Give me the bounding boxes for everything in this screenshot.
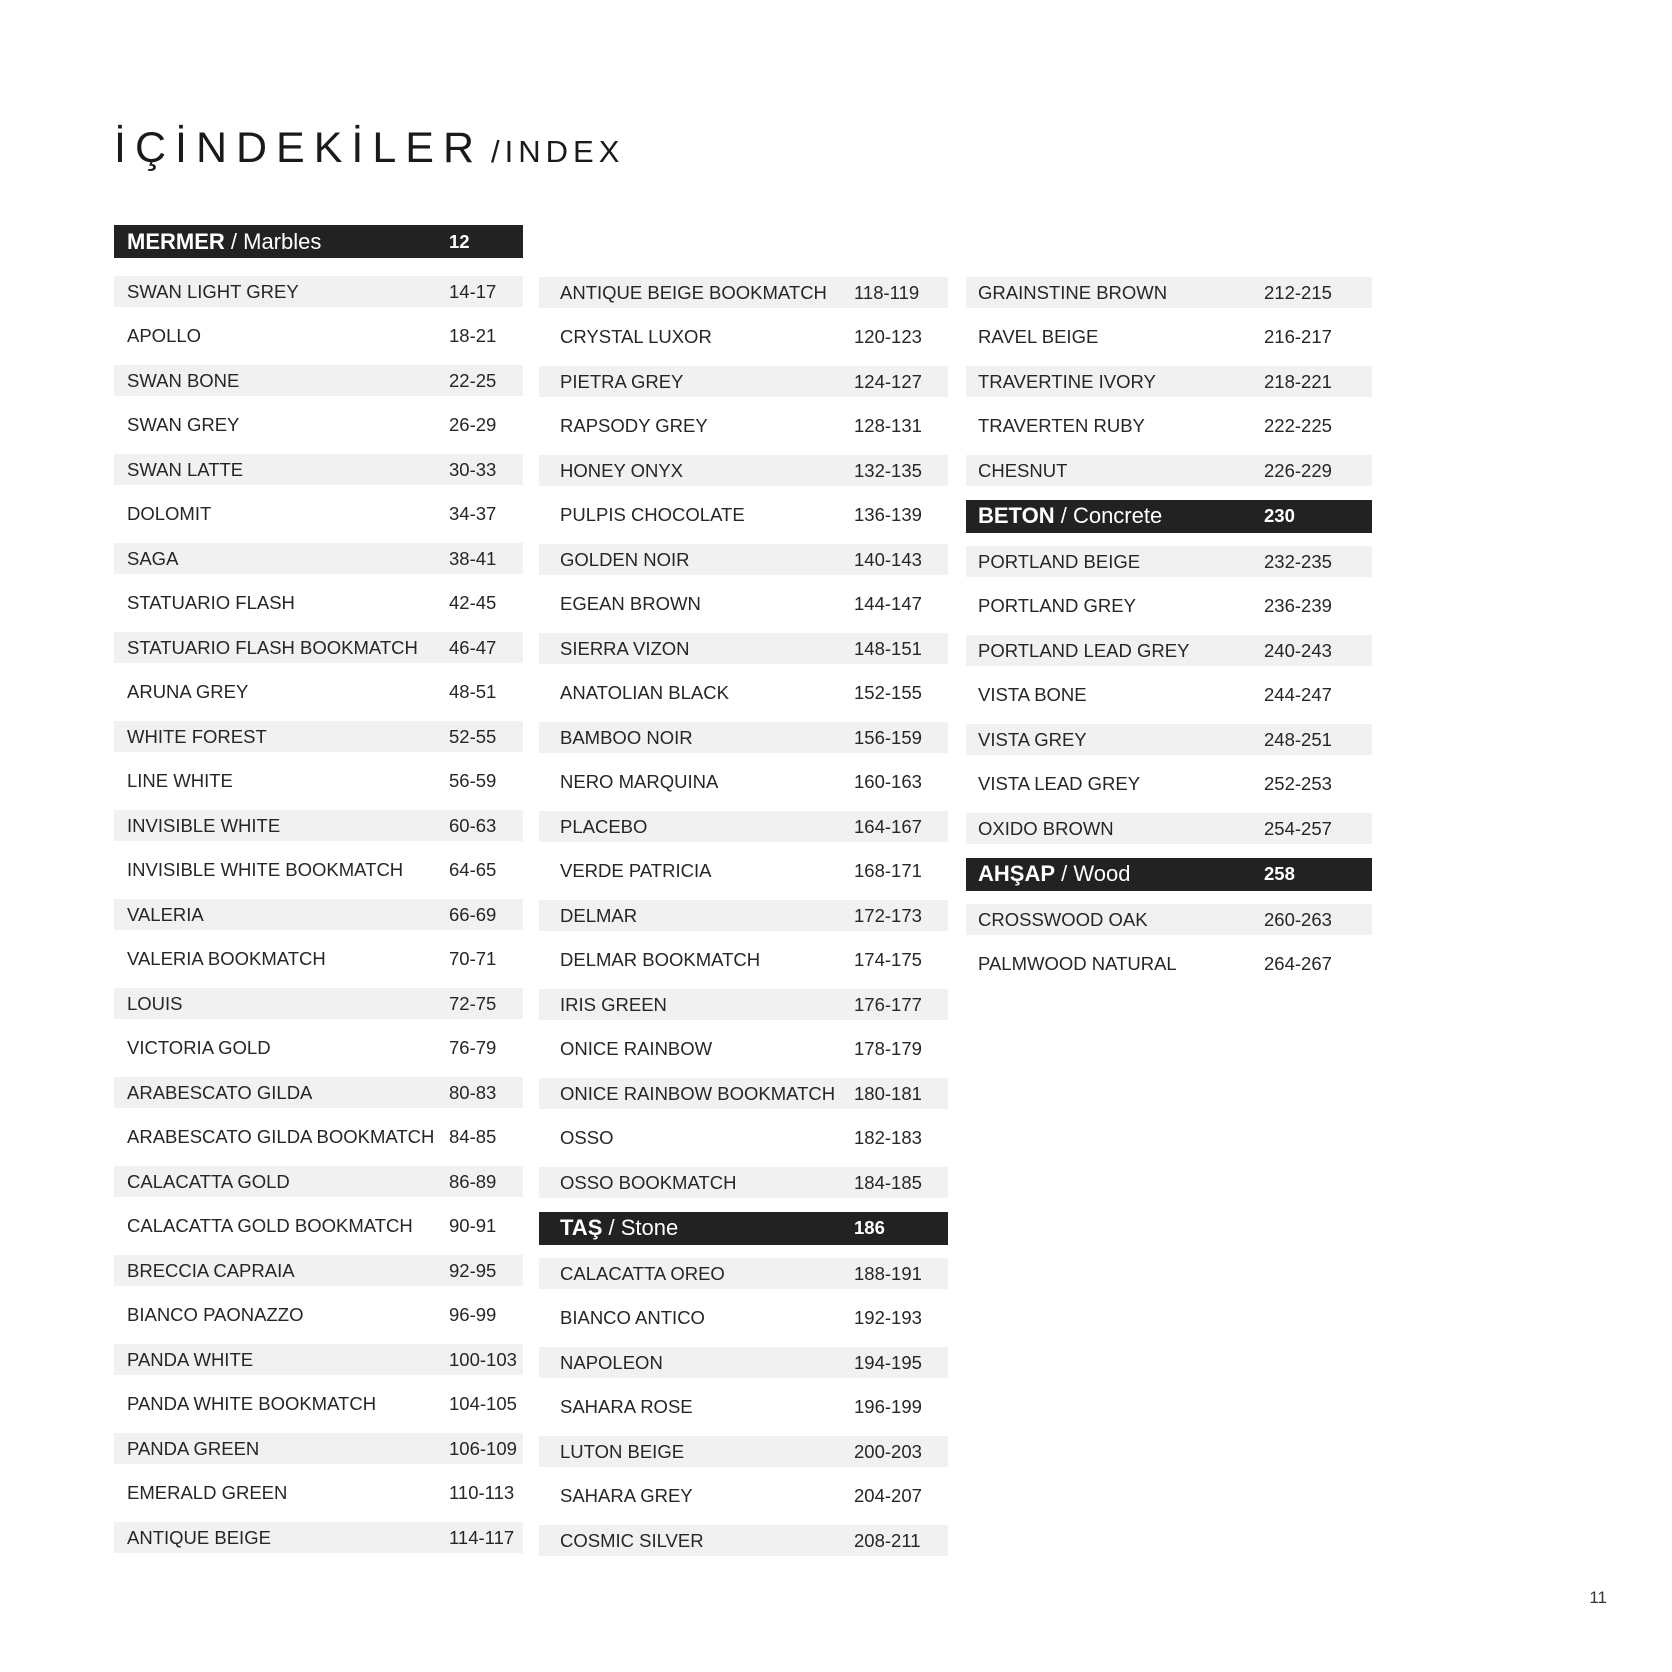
page-range: 18-21 <box>449 325 497 346</box>
item-name: DOLOMIT <box>127 503 212 524</box>
index-row <box>966 322 1372 353</box>
item-name: ARABESCATO GILDA BOOKMATCH <box>127 1126 435 1147</box>
section-header <box>966 858 1372 891</box>
page-range: 230 <box>1264 505 1295 526</box>
item-name: VALERIA <box>127 903 204 925</box>
section-title <box>127 229 321 255</box>
index-row <box>966 724 1372 755</box>
item-name: ARUNA GREY <box>127 681 249 702</box>
index-row <box>114 1122 523 1153</box>
index-row <box>966 680 1372 711</box>
page-range: 60-63 <box>449 814 497 836</box>
page-range: 222-225 <box>1264 415 1332 436</box>
page-range: 26-29 <box>449 414 497 435</box>
item-name: ANTIQUE BEIGE <box>127 1526 271 1548</box>
page-range: 152-155 <box>854 682 922 703</box>
index-row <box>539 411 948 442</box>
page-range: 218-221 <box>1264 370 1332 392</box>
page-range: 42-45 <box>449 592 497 613</box>
page-range: 216-217 <box>1264 326 1332 347</box>
item-name: PORTLAND LEAD GREY <box>978 639 1190 661</box>
page-range: 248-251 <box>1264 728 1332 750</box>
index-row <box>114 499 523 530</box>
item-name: BAMBOO NOIR <box>560 726 693 748</box>
item-name: PIETRA GREY <box>560 370 684 392</box>
item-name: IRIS GREEN <box>560 993 667 1015</box>
item-name: BRECCIA CAPRAIA <box>127 1259 295 1281</box>
page-range: 70-71 <box>449 948 497 969</box>
item-name: CRYSTAL LUXOR <box>560 326 712 347</box>
page-range: 38-41 <box>449 547 497 569</box>
page-range: 52-55 <box>449 725 497 747</box>
index-row <box>539 989 948 1020</box>
index-row <box>114 1211 523 1242</box>
index-row <box>539 1258 948 1289</box>
index-row <box>966 769 1372 800</box>
page-range: 184-185 <box>854 1171 922 1193</box>
index-row <box>539 277 948 308</box>
page-range: 164-167 <box>854 815 922 837</box>
section-title-tr: AHŞAP <box>978 861 1056 886</box>
item-name: SWAN LIGHT GREY <box>127 280 299 302</box>
page-range: 260-263 <box>1264 908 1332 930</box>
item-name: ONICE RAINBOW BOOKMATCH <box>560 1082 836 1104</box>
item-name: VISTA BONE <box>978 684 1087 705</box>
index-row <box>114 766 523 797</box>
index-row <box>966 546 1372 577</box>
item-name: VISTA LEAD GREY <box>978 773 1141 794</box>
index-row <box>539 1167 948 1198</box>
index-row <box>539 722 948 753</box>
item-name: ONICE RAINBOW <box>560 1038 713 1059</box>
page-range: 264-267 <box>1264 953 1332 974</box>
item-name: VALERIA BOOKMATCH <box>127 948 326 969</box>
index-row <box>114 1389 523 1420</box>
page-range: 192-193 <box>854 1307 922 1328</box>
item-name: OXIDO BROWN <box>978 817 1114 839</box>
index-row <box>966 813 1372 844</box>
item-name: OSSO <box>560 1127 614 1148</box>
index-row <box>966 366 1372 397</box>
section-title <box>978 503 1162 529</box>
item-name: WHITE FOREST <box>127 725 267 747</box>
item-name: RAPSODY GREY <box>560 415 708 436</box>
page-range: 114-117 <box>449 1526 515 1548</box>
title-sub: /INDEX <box>491 134 625 169</box>
section-title-tr: MERMER <box>127 228 225 254</box>
page-range: 144-147 <box>854 593 922 614</box>
item-name: STATUARIO FLASH <box>127 592 295 613</box>
section-title-en: / Concrete <box>1054 503 1163 528</box>
page-range: 124-127 <box>854 370 922 392</box>
page-range: 12 <box>449 230 470 252</box>
page-range: 258 <box>1264 863 1295 884</box>
page-range: 208-211 <box>854 1529 921 1551</box>
item-name: GOLDEN NOIR <box>560 548 690 570</box>
page-range: 232-235 <box>1264 550 1332 572</box>
section-title-en: / Marbles <box>224 228 322 254</box>
index-row <box>539 589 948 620</box>
index-column-3 <box>966 277 1372 993</box>
item-name: SWAN GREY <box>127 414 240 435</box>
section-title-en: / Wood <box>1055 861 1131 886</box>
item-name: APOLLO <box>127 325 202 346</box>
index-row <box>114 1478 523 1509</box>
page-range: 92-95 <box>449 1259 497 1281</box>
section-header <box>114 225 523 258</box>
index-row <box>539 678 948 709</box>
item-name: OSSO BOOKMATCH <box>560 1171 737 1193</box>
item-name: SIERRA VIZON <box>560 637 690 659</box>
page-range: 64-65 <box>449 859 497 880</box>
item-name: ANATOLIAN BLACK <box>560 682 729 703</box>
item-name: VERDE PATRICIA <box>560 860 712 881</box>
title-main: İÇİNDEKİLER <box>114 124 484 172</box>
item-name: GRAINSTINE BROWN <box>978 281 1168 303</box>
index-row <box>966 411 1372 442</box>
page-range: 156-159 <box>854 726 922 748</box>
item-name: DELMAR BOOKMATCH <box>560 949 761 970</box>
item-name: DELMAR <box>560 904 638 926</box>
index-row <box>966 455 1372 486</box>
page-range: 34-37 <box>449 503 497 524</box>
item-name: COSMIC SILVER <box>560 1529 704 1551</box>
page-range: 226-229 <box>1264 459 1332 481</box>
page-title <box>114 124 624 173</box>
page-range: 140-143 <box>854 548 922 570</box>
page-range: 56-59 <box>449 770 497 791</box>
page-range: 84-85 <box>449 1126 497 1147</box>
index-row <box>539 900 948 931</box>
index-row <box>539 1303 948 1334</box>
page-range: 66-69 <box>449 903 497 925</box>
section-title-tr: BETON <box>978 503 1055 528</box>
page-range: 22-25 <box>449 369 497 391</box>
index-row <box>539 366 948 397</box>
item-name: INVISIBLE WHITE <box>127 814 281 836</box>
item-name: LINE WHITE <box>127 770 233 791</box>
index-row <box>114 365 523 396</box>
page-range: 136-139 <box>854 504 922 525</box>
index-row <box>114 1166 523 1197</box>
item-name: CALACATTA GOLD <box>127 1170 290 1192</box>
page-number: 11 <box>1589 1588 1607 1607</box>
page-range: 86-89 <box>449 1170 497 1192</box>
index-row <box>539 1436 948 1467</box>
page-range: 76-79 <box>449 1037 497 1058</box>
item-name: TRAVERTINE IVORY <box>978 370 1156 392</box>
item-name: EMERALD GREEN <box>127 1482 288 1503</box>
page-range: 172-173 <box>854 904 922 926</box>
page-range: 100-103 <box>449 1348 517 1370</box>
item-name: NERO MARQUINA <box>560 771 719 792</box>
item-name: SWAN LATTE <box>127 458 244 480</box>
item-name: HONEY ONYX <box>560 459 684 481</box>
item-name: RAVEL BEIGE <box>978 326 1099 347</box>
item-name: VICTORIA GOLD <box>127 1037 271 1058</box>
index-row <box>539 544 948 575</box>
item-name: PALMWOOD NATURAL <box>978 953 1177 974</box>
page-range: 106-109 <box>449 1437 517 1459</box>
page-range: 104-105 <box>449 1393 517 1414</box>
index-row <box>966 635 1372 666</box>
item-name: NAPOLEON <box>560 1351 663 1373</box>
item-name: LOUIS <box>127 992 183 1014</box>
item-name: PANDA WHITE BOOKMATCH <box>127 1393 377 1414</box>
index-row <box>539 1123 948 1154</box>
index-row <box>539 1481 948 1512</box>
item-name: CALACATTA OREO <box>560 1262 725 1284</box>
item-name: BIANCO ANTICO <box>560 1307 705 1328</box>
index-row <box>966 591 1372 622</box>
page-range: 244-247 <box>1264 684 1332 705</box>
page-range: 204-207 <box>854 1485 922 1506</box>
index-row <box>114 944 523 975</box>
page-range: 196-199 <box>854 1396 922 1417</box>
index-row <box>966 277 1372 308</box>
item-name: PORTLAND GREY <box>978 595 1136 616</box>
page-range: 80-83 <box>449 1081 497 1103</box>
page-range: 14-17 <box>449 280 497 302</box>
index-row <box>539 633 948 664</box>
item-name: SAHARA GREY <box>560 1485 693 1506</box>
page-range: 90-91 <box>449 1215 497 1236</box>
index-row <box>114 899 523 930</box>
page-range: 148-151 <box>854 637 922 659</box>
page-range: 168-171 <box>854 860 922 881</box>
index-row <box>114 1077 523 1108</box>
section-title-tr: TAŞ <box>560 1215 603 1240</box>
index-row <box>539 1034 948 1065</box>
index-row <box>114 721 523 752</box>
item-name: CROSSWOOD OAK <box>978 908 1148 930</box>
index-row <box>114 588 523 619</box>
item-name: SAHARA ROSE <box>560 1396 693 1417</box>
page-range: 254-257 <box>1264 817 1332 839</box>
page-range: 252-253 <box>1264 773 1332 794</box>
section-header <box>539 1212 948 1245</box>
index-row <box>114 632 523 663</box>
section-header <box>966 500 1372 533</box>
item-name: SAGA <box>127 547 179 569</box>
item-name: SWAN BONE <box>127 369 240 391</box>
index-row <box>539 1392 948 1423</box>
item-name: PORTLAND BEIGE <box>978 550 1141 572</box>
item-name: INVISIBLE WHITE BOOKMATCH <box>127 859 404 880</box>
item-name: VISTA GREY <box>978 728 1087 750</box>
page-range: 174-175 <box>854 949 922 970</box>
index-column-2 <box>539 277 948 1570</box>
page-range: 118-119 <box>854 281 920 303</box>
index-row <box>539 1525 948 1556</box>
section-title <box>978 861 1130 887</box>
index-row <box>114 410 523 441</box>
page-range: 182-183 <box>854 1127 922 1148</box>
index-row <box>114 1344 523 1375</box>
index-row <box>114 988 523 1019</box>
section-title-en: / Stone <box>602 1215 679 1240</box>
page-range: 194-195 <box>854 1351 922 1373</box>
index-row <box>114 321 523 352</box>
page-range: 236-239 <box>1264 595 1332 616</box>
item-name: ANTIQUE BEIGE BOOKMATCH <box>560 281 827 303</box>
index-row <box>966 949 1372 980</box>
item-name: BIANCO PAONAZZO <box>127 1304 304 1325</box>
item-name: ARABESCATO GILDA <box>127 1081 313 1103</box>
index-row <box>114 1433 523 1464</box>
index-row <box>539 811 948 842</box>
page-range: 72-75 <box>449 992 497 1014</box>
page-range: 176-177 <box>854 993 922 1015</box>
item-name: CHESNUT <box>978 459 1068 481</box>
index-row <box>114 677 523 708</box>
item-name: PANDA GREEN <box>127 1437 260 1459</box>
item-name: PULPIS CHOCOLATE <box>560 504 745 525</box>
index-row <box>114 1033 523 1064</box>
page-range: 128-131 <box>854 415 922 436</box>
index-row <box>114 855 523 886</box>
page-range: 178-179 <box>854 1038 922 1059</box>
item-name: CALACATTA GOLD BOOKMATCH <box>127 1215 413 1236</box>
page-range: 186 <box>854 1217 885 1238</box>
page-range: 48-51 <box>449 681 497 702</box>
page-range: 240-243 <box>1264 639 1332 661</box>
page-range: 96-99 <box>449 1304 497 1325</box>
item-name: PANDA WHITE <box>127 1348 254 1370</box>
index-row <box>114 276 523 307</box>
index-row <box>539 1078 948 1109</box>
page-range: 180-181 <box>854 1082 922 1104</box>
index-row <box>539 856 948 887</box>
index-column-1 <box>114 225 523 1567</box>
section-title <box>560 1215 678 1241</box>
index-row <box>539 455 948 486</box>
item-name: STATUARIO FLASH BOOKMATCH <box>127 636 418 658</box>
page-range: 110-113 <box>449 1482 515 1503</box>
page-range: 212-215 <box>1264 281 1332 303</box>
index-row <box>539 1347 948 1378</box>
page-range: 120-123 <box>854 326 922 347</box>
index-row <box>539 500 948 531</box>
page-range: 46-47 <box>449 636 497 658</box>
item-name: LUTON BEIGE <box>560 1440 685 1462</box>
index-row <box>966 904 1372 935</box>
page-range: 200-203 <box>854 1440 922 1462</box>
index-row <box>539 945 948 976</box>
page-range: 188-191 <box>854 1262 922 1284</box>
item-name: PLACEBO <box>560 815 648 837</box>
page-range: 132-135 <box>854 459 922 481</box>
index-row <box>114 1255 523 1286</box>
index-row <box>114 1522 523 1553</box>
index-row <box>114 543 523 574</box>
index-row <box>114 454 523 485</box>
page-range: 160-163 <box>854 771 922 792</box>
item-name: EGEAN BROWN <box>560 593 701 614</box>
index-row <box>539 322 948 353</box>
index-row <box>114 1300 523 1331</box>
index-row <box>539 767 948 798</box>
index-row <box>114 810 523 841</box>
item-name: TRAVERTEN RUBY <box>978 415 1145 436</box>
page-range: 30-33 <box>449 458 497 480</box>
